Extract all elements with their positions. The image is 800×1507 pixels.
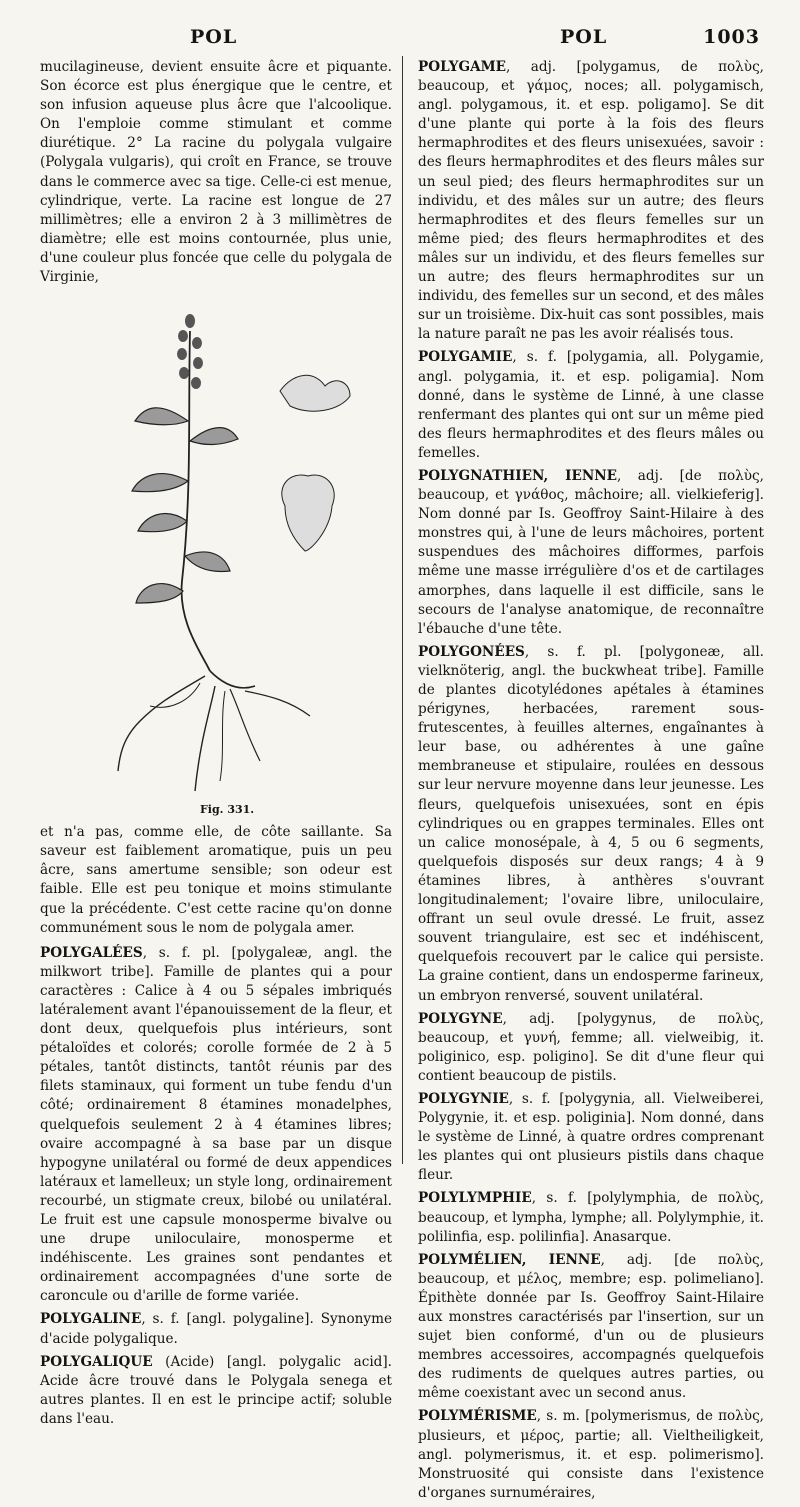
entry-headword: POLYGALINE: [40, 1311, 142, 1328]
page-number: 1003: [703, 26, 760, 48]
dictionary-entry: [418, 348, 764, 463]
entry-headword: POLYGYNE: [418, 1010, 503, 1027]
figure-caption: Fig. 331.: [200, 803, 255, 817]
entry-headword: POLYGALIQUE: [40, 1353, 153, 1370]
polygala-plant-drawing: [40, 291, 392, 821]
entry-headword: POLYGALÉES: [40, 944, 143, 961]
right-column: [418, 58, 764, 1507]
entry-headword: POLYMÉLIEN, IENNE: [418, 1251, 601, 1268]
entry-body: , s. f. [polygynia, all. Vielweiberei, Polygynie, it. et esp. poliginia]. Nom donné, dans le système de Linné, à quatre ordres comprenant les plantes qui ont plusieurs pistils dans chaque fleur.: [418, 1090, 764, 1184]
entry-headword: POLYGYNIE: [418, 1090, 509, 1107]
column-divider: [402, 56, 403, 1164]
dictionary-entry: [418, 1090, 764, 1185]
entry-headword: POLYGAME: [418, 59, 507, 75]
entry-headword: POLYGONÉES: [418, 643, 525, 660]
dictionary-entry: [418, 1010, 764, 1086]
dictionary-entry: [418, 1189, 764, 1246]
entry-body: , s. f. [polygamia, all. Polygamie, angl. polygamia, it. et esp. poligamia]. Nom donné, dans le système de Linné, à une classe renfermant des plantes qui ont sur un même pied des fleurs hermaphrodites et des fleurs mâles ou femelles.: [418, 349, 764, 461]
entry-body: , adj. [de πολὺς, beaucoup, et γνάθος, mâchoire; all. vielkieferig]. Nom donné par Is. Geoffroy Saint-Hilaire à des monstres qui, à l'une de leurs mâchoires, portent suspendues des mâchoires difformes, parfois même une masse irrégulière d'os et de cartilages amorphes, dans laquelle il est difficile, sans le secours de l'analyse anatomique, de reconnaître l'ébauche d'une tête.: [418, 467, 764, 637]
after-figure-text: et n'a pas, comme elle, de côte saillante. Sa saveur est faiblement aromatique, puis un peu âcre, sans amertume sensible; son odeur est faible. Elle est peu tonique et moins stimulante que la précédente. C'est cette racine qu'on donne communément sous le nom de polygala amer.: [40, 824, 392, 936]
entry-body: , s. f. [polylymphia, de πολὺς, beaucoup, et lympha, lymphe; all. Polylymphie, it. polilinfia, esp. polilinfia]. Anasarque.: [418, 1190, 764, 1245]
dictionary-entry: [418, 643, 764, 1006]
entry-body: , adj. [polygamus, de πολὺς, beaucoup, et γάμος, noces; all. polygamisch, angl. polygamous, it. et esp. poligamo]. Se dit d'une plante qui porte à la fois des fleurs hermaphrodites et des fleurs unisexuées, savoir : des fleurs hermaphrodites et des fleurs mâles sur un seul pied; des fleurs hermaphrodites sur un individu, et des mâles sur un autre; des fleurs hermaphrodites et des fleurs femelles sur un même pied; des fleurs hermaphrodites et des mâles sur un individu, et des fleurs femelles sur un autre; des fleurs hermaphrodites sur un individu, des femelles sur un second, et des mâles sur un troisième. Dix-huit cas sont possibles, mais la nature paraît ne pas les avoir réalisés tous.: [418, 59, 764, 343]
entry-body: , s. f. [angl. polygaline]. Synonyme d'acide polygalique.: [40, 1311, 392, 1347]
running-head-left: POL: [190, 26, 238, 48]
entry-body: , s. f. pl. [polygoneæ, all. vielknöterig, angl. the buckwheat tribe]. Famille de plantes dicotylédones apétales à étamines périgynes, herbacées, rarement sous-frutescentes, à feuilles alternes, engaînantes à leur base, ou adhérentes à une gaîne membraneuse et stipulaire, roulées en dessous sur leur nervure moyenne dans leur jeunesse. Les fleurs, quelquefois unisexuées, sont en épis cylindriques ou en grappes terminales. Elles ont un calice monosépale, à 4, 5 ou 6 segments, quelquefois disposés sur deux rangs; 4 à 9 étamines libres, à anthères s'ouvrant longitudinalement; l'ovaire libre, uniloculaire, offrant un seul ovule dressé. Le fruit, assez souvent triangulaire, est sec et indéhiscent, quelquefois recouvert par le calice qui persiste. La graine contient, dans un endosperme farineux, un embryon renversé, souvent unilatéral.: [418, 643, 764, 1004]
dictionary-entry: [40, 1310, 392, 1348]
entry-body: (Acide) [angl. polygalic acid]. Acide âcre trouvé dans le Polygala senega et autres plantes. Il en est le principe actif; soluble dans l'eau.: [40, 1353, 392, 1427]
entry-body: , s. m. [polymerismus, de πολὺς, plusieurs, et μέρος, partie; all. Vieltheiligkeit, angl. polymerismus, it. et esp. polimerismo]. Monstruosité qui consiste dans l'existence d'organes surnuméraires,: [418, 1408, 764, 1501]
dictionary-entry: [418, 58, 764, 344]
left-column: [40, 58, 392, 1433]
entry-headword: POLYGAMIE: [418, 349, 513, 366]
entry-body: , adj. [de πολὺς, beaucoup, et μέλος, membre; esp. polimeliano]. Épithète donnée par Is. Geoffroy Saint-Hilaire aux monstres caractérisés par l'insertion, sur un sujet bien conformé, d'un ou de plusieurs membres accessoires, accompagnés quelquefois des rudiments de quelques autres parties, ou même coexistant avec un second anus.: [418, 1251, 764, 1402]
dictionary-entry: [40, 1353, 392, 1429]
entry-body: , adj. [polygynus, de πολὺς, beaucoup, et γυνή, femme; all. vielweibig, it. poliginico, esp. poligino]. Se dit d'une fleur qui contient beaucoup de pistils.: [418, 1010, 764, 1084]
dictionary-entry: [418, 467, 764, 639]
running-head-right: POL: [560, 26, 608, 48]
entry-headword: POLYLYMPHIE: [418, 1190, 532, 1207]
entry-headword: POLYMÉRISME: [418, 1408, 537, 1425]
plant-illustration: [40, 291, 392, 821]
entry-headword: POLYGNATHIEN, IENNE: [418, 467, 618, 484]
continued-text: mucilagineuse, devient ensuite âcre et piquante. Son écorce est plus énergique que le centre, et son infusion aqueuse plus âcre que l'alcoolique. On l'emploie comme stimulant et comme diurétique. 2° La racine du polygala vulgaire (Polygala vulgaris), qui croît en France, se trouve dans le commerce avec sa tige. Celle-ci est menue, cylindrique, verte. La racine est longue de 27 millimètres; elle a environ 2 à 3 millimètres de diamètre; elle est moins contournée, plus unie, d'une couleur plus foncée que celle du polygala de Virginie,: [40, 59, 392, 286]
dictionary-entry: [418, 1407, 764, 1502]
entry-body: , s. f. pl. [polygaleæ, angl. the milkwort tribe]. Famille de plantes qui a pour caractères : Calice à 4 ou 5 sépales imbriqués latéralement avant l'épanouissement de la fleur, et dont deux, quelquefois plus intérieurs, sont pétaloïdes et colorés; corolle formée de 2 à 5 pétales, tantôt distincts, tantôt réunis par des filets staminaux, qui forment un tube fendu d'un côté; ordinairement 8 étamines monadelphes, quelquefois seulement 2 à 4 étamines libres; ovaire accompagné à sa base par un disque hypogyne unilatéral ou formé de deux appendices latéraux et lamelleux; un style long, ordinairement recourbé, un stigmate creux, bilobé ou unilatéral. Le fruit est une capsule monosperme bivalve ou une drupe uniloculaire, monosperme et indéhiscente. Les graines sont pendantes et ordinairement accompagnées d'une sorte de caroncule ou d'arille de forme variée.: [40, 944, 392, 1305]
dictionary-entry: [40, 944, 392, 1307]
dictionary-entry: [418, 1251, 764, 1404]
